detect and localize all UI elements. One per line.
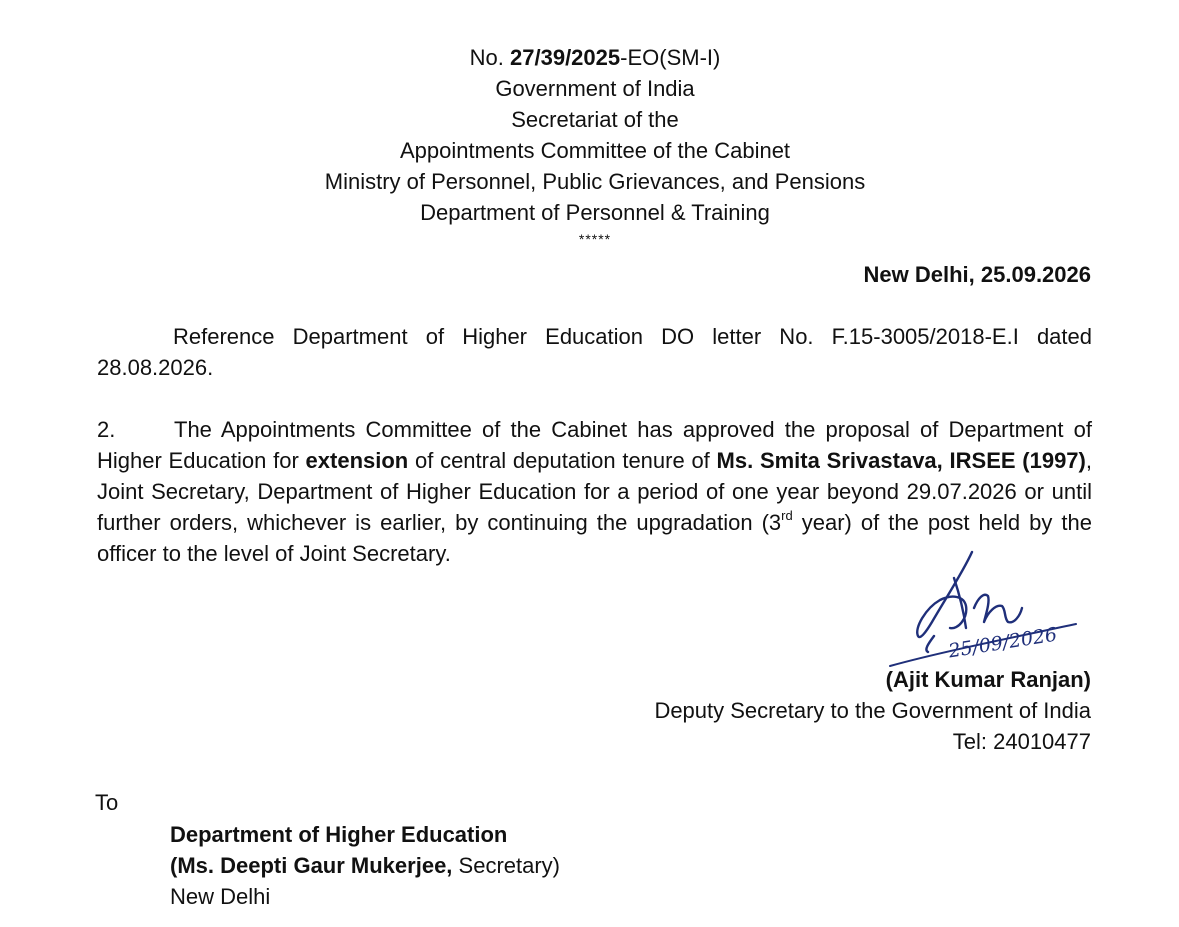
place-date: New Delhi, 25.09.2026 xyxy=(863,262,1091,287)
paragraph-approval xyxy=(97,414,1092,569)
header-line-government: Government of India xyxy=(495,76,695,101)
header-line-secretariat: Secretariat of the xyxy=(511,107,679,132)
addressee-role: Secretary) xyxy=(452,853,561,878)
paragraph-bold-officer: Ms. Smita Srivastava, IRSEE (1997) xyxy=(716,448,1086,473)
addressee-person: (Ms. Deepti Gaur Mukerjee, xyxy=(170,853,453,878)
signatory-phone: Tel: 24010477 xyxy=(952,729,1091,754)
signatory-name: (Ajit Kumar Ranjan) xyxy=(885,667,1091,692)
paragraph-reference xyxy=(97,321,1092,383)
header-line-ministry: Ministry of Personnel, Public Grievances, and Pensions xyxy=(324,169,866,194)
paragraph-number: 2. xyxy=(97,417,116,442)
letter-header xyxy=(0,42,1179,246)
addressee-block xyxy=(170,819,560,912)
signature-date: 25/09/2026 xyxy=(946,623,1059,663)
signatory-block xyxy=(654,664,1091,757)
signatory-designation: Deputy Secretary to the Government of India xyxy=(654,698,1091,723)
header-stars: ***** xyxy=(578,231,612,247)
reference-suffix: -EO(SM-I) xyxy=(620,45,721,70)
paragraph-text-1: The Appointments Committee of the Cabinet has approved the proposal of Department of Higher Education for xyxy=(97,417,1092,473)
paragraph-text-3: , Joint Secretary, Department of Higher Education for a period of one year beyond 29.07.2026 or until further orders, whichever is earlier, by continuing the upgradation (3 xyxy=(97,448,1092,535)
paragraph-bold-extension: extension xyxy=(305,448,409,473)
reference-number-bold: 27/39/2025 xyxy=(510,45,621,70)
reference-number xyxy=(0,42,1179,73)
handwritten-signature xyxy=(880,548,1080,678)
to-label: To xyxy=(95,790,119,815)
addressee-city: New Delhi xyxy=(170,884,271,909)
header-line-committee: Appointments Committee of the Cabinet xyxy=(399,138,791,163)
header-line-department: Department of Personnel & Training xyxy=(420,200,770,225)
reference-prefix: No. xyxy=(469,45,511,70)
paragraph-reference-text: Reference Department of Higher Education DO letter No. F.15-3005/2018-E.I dated 28.08.2026. xyxy=(97,324,1092,380)
addressee-organization: Department of Higher Education xyxy=(170,822,508,847)
paragraph-text-2: of central deputation tenure of xyxy=(408,448,717,473)
paragraph-text-4: year) of the post held by the officer to the level of Joint Secretary. xyxy=(97,510,1092,566)
ordinal-superscript: rd xyxy=(781,507,793,523)
